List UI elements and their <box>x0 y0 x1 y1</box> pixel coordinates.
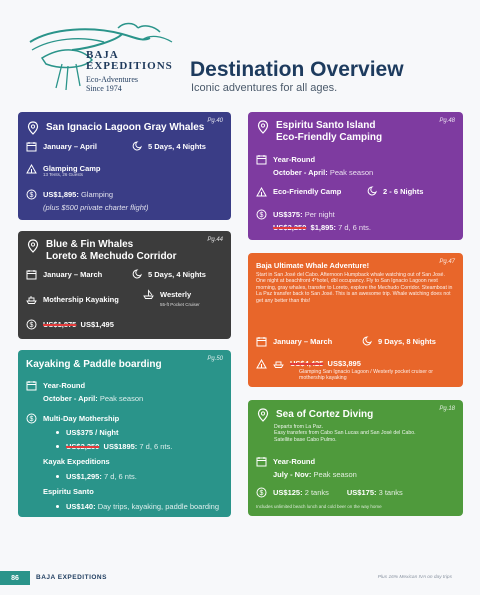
location-pin-icon <box>256 408 270 422</box>
old-price: US$4,425 <box>290 359 324 368</box>
dollar-icon <box>256 487 267 498</box>
peak-note: Peak season <box>313 470 357 479</box>
calendar-icon <box>26 269 37 280</box>
calendar-icon <box>256 336 267 347</box>
card-title: Kayaking & Paddle boarding <box>26 359 162 370</box>
duration: 5 Days, 4 Nights <box>148 270 206 279</box>
dates: January – March <box>43 270 103 279</box>
peak-label: October - April: <box>273 168 328 177</box>
card-ultimate-whale[interactable] <box>248 253 463 387</box>
nights: 2 - 6 Nights <box>383 187 424 196</box>
bullet <box>56 475 59 478</box>
peak-note: Peak season <box>329 168 374 177</box>
price-note: Glamping <box>80 190 114 199</box>
extra-note: (plus $500 private charter flight) <box>43 203 149 212</box>
card-body: Start in San José del Cabo. Afternoon Humpback whale watching out of San José. One night at beachfront 4*hotel, dbl occupancy. Fly to San Ignacio Lagoon next morning, gray whales, transfer to Loreto, explore the Mechudo Corridor. Steamboat in La Paz transfer back to San José. This is an awesome trip. Whale watching does not get any better than this! <box>256 272 453 304</box>
body-line-1: Departs from La Paz. <box>274 424 324 430</box>
price: US$1,495 <box>80 320 114 329</box>
mothership-price-1: US$375 / Night <box>66 428 119 437</box>
mothership-icon <box>26 294 37 305</box>
body-line-3: Satellite base Cabo Pulmo. <box>274 436 337 443</box>
logo-subtitle: Eco-Adventures <box>86 75 138 84</box>
dollar-icon <box>26 189 37 200</box>
tent-icon <box>256 358 267 369</box>
calendar-icon <box>26 141 37 152</box>
espiritu-label: Espiritu Santo <box>43 487 94 496</box>
card-blue-fin[interactable] <box>18 231 231 339</box>
vessel-name: Westerly <box>160 290 192 299</box>
dollar-icon <box>256 209 267 220</box>
peak-label: July - Nov: <box>273 470 312 479</box>
price-2: US$175: <box>346 488 377 497</box>
kayak-expeditions-label: Kayak Expeditions <box>43 457 110 466</box>
page-subtitle: Iconic adventures for all ages. <box>191 82 338 94</box>
moon-sun-icon <box>131 141 142 152</box>
season: Year-Round <box>43 381 86 390</box>
bullet <box>56 431 59 434</box>
old-price: US$1,875 <box>43 320 77 329</box>
card-body <box>274 424 459 443</box>
svg-text:$: $ <box>29 192 34 199</box>
page-ref: Pg.18 <box>439 406 455 412</box>
boat-type: Mothership Kayaking <box>43 295 119 304</box>
page-ref: Pg.48 <box>439 118 455 124</box>
bullet <box>56 505 59 508</box>
card-title-2: Eco-Friendly Camping <box>276 132 383 143</box>
location-pin-icon <box>26 239 40 253</box>
price-2-note: 7 d, 6 nts. <box>338 223 371 232</box>
page-ref: Pg.44 <box>207 237 223 243</box>
page-ref: Pg.50 <box>207 356 223 362</box>
page-title: Destination Overview <box>190 58 404 81</box>
page-ref: Pg.47 <box>439 259 455 265</box>
logo-since: Since 1974 <box>86 84 122 93</box>
duration: 5 Days, 4 Nights <box>148 142 206 151</box>
svg-text:$: $ <box>259 212 264 219</box>
price: US$3,895 <box>327 359 361 368</box>
bullet <box>56 445 59 448</box>
moon-sun-icon <box>361 336 372 347</box>
moon-sun-icon <box>366 186 377 197</box>
price-1: US$375: <box>273 210 303 219</box>
old-price: US$2,250 <box>273 223 307 232</box>
footnote: Includes unlimited beach lunch and cold beer on the way home <box>256 504 382 509</box>
dates: January – April <box>43 142 97 151</box>
card-title-2: Loreto & Mechudo Corridor <box>46 251 177 262</box>
duration: 9 Days, 8 Nights <box>378 337 436 346</box>
mothership-price-2-note: 7 d, 6 nts. <box>139 442 173 451</box>
calendar-icon <box>256 456 267 467</box>
season: Year-Round <box>273 155 316 164</box>
camp-detail: 13 Tents, 26 Guests <box>43 172 83 177</box>
logo-title-2: EXPEDITIONS <box>86 60 173 72</box>
calendar-icon <box>26 380 37 391</box>
camp-type: Glamping Camp <box>43 164 101 173</box>
season: Year-Round <box>273 457 316 466</box>
body-line-2: Easy transfers from Cabo San Lucas and San José del Cabo. <box>274 430 416 437</box>
price-2-note: 3 tanks <box>378 488 403 497</box>
vessel-detail: 55-ft Pocket Cruiser <box>160 302 200 307</box>
footer-note: Plus 16% Mexican IVA on day trips <box>377 575 452 580</box>
card-san-ignacio[interactable] <box>18 112 231 220</box>
mothership-old-price: US$2,250 <box>66 442 100 451</box>
tent-icon <box>26 163 37 174</box>
espiritu-price: US$140: <box>66 502 96 511</box>
price-1-note: Per night <box>304 210 335 219</box>
camp-type: Eco-Friendly Camp <box>273 187 342 196</box>
card-espiritu-santo[interactable] <box>248 112 463 240</box>
price-note: Glamping San Ignacio Lagoon / Westerly pocket cruiser or mothership kayaking <box>299 369 433 382</box>
moon-sun-icon <box>131 269 142 280</box>
mothership-label: Multi-Day Mothership <box>43 414 120 423</box>
tent-icon <box>256 186 267 197</box>
dollar-icon <box>26 413 37 424</box>
svg-text:$: $ <box>259 490 264 497</box>
mothership-icon <box>273 358 284 369</box>
dollar-icon <box>26 319 37 330</box>
kayak-expeditions-note: 7 d, 6 nts. <box>103 472 137 481</box>
page-number: 86 <box>0 571 30 585</box>
card-cortez-diving[interactable] <box>248 400 463 516</box>
card-title: Espiritu Santo Island <box>276 120 376 131</box>
price-2: $1,895: <box>310 223 336 232</box>
card-kayaking[interactable] <box>18 350 231 517</box>
footer-brand: BAJA EXPEDITIONS <box>36 574 107 581</box>
price-1: US$125: <box>273 488 303 497</box>
location-pin-icon <box>256 120 270 134</box>
dates: January – March <box>273 337 333 346</box>
card-title: San Ignacio Lagoon Gray Whales <box>46 122 205 133</box>
calendar-icon <box>256 154 267 165</box>
card-title: Sea of Cortez Diving <box>276 409 374 420</box>
svg-text:$: $ <box>29 322 34 329</box>
page-ref: Pg.40 <box>207 118 223 124</box>
logo-text <box>86 50 173 93</box>
peak-label: October - April: <box>43 394 98 403</box>
card-title: Baja Ultimate Whale Adventure! <box>256 261 370 270</box>
logo-title: BAJA <box>86 49 119 61</box>
price: US$1,895: <box>43 190 79 199</box>
price-1-note: 2 tanks <box>304 488 329 497</box>
card-title: Blue & Fin Whales <box>46 239 134 250</box>
boat-icon <box>143 289 154 300</box>
peak-note: Peak season <box>99 394 144 403</box>
mothership-price-2: US$1895: <box>103 442 138 451</box>
espiritu-note: Day trips, kayaking, paddle boarding <box>97 502 220 511</box>
kayak-expeditions-price: US$1,295: <box>66 472 102 481</box>
location-pin-icon <box>26 121 40 135</box>
svg-text:$: $ <box>29 416 34 423</box>
